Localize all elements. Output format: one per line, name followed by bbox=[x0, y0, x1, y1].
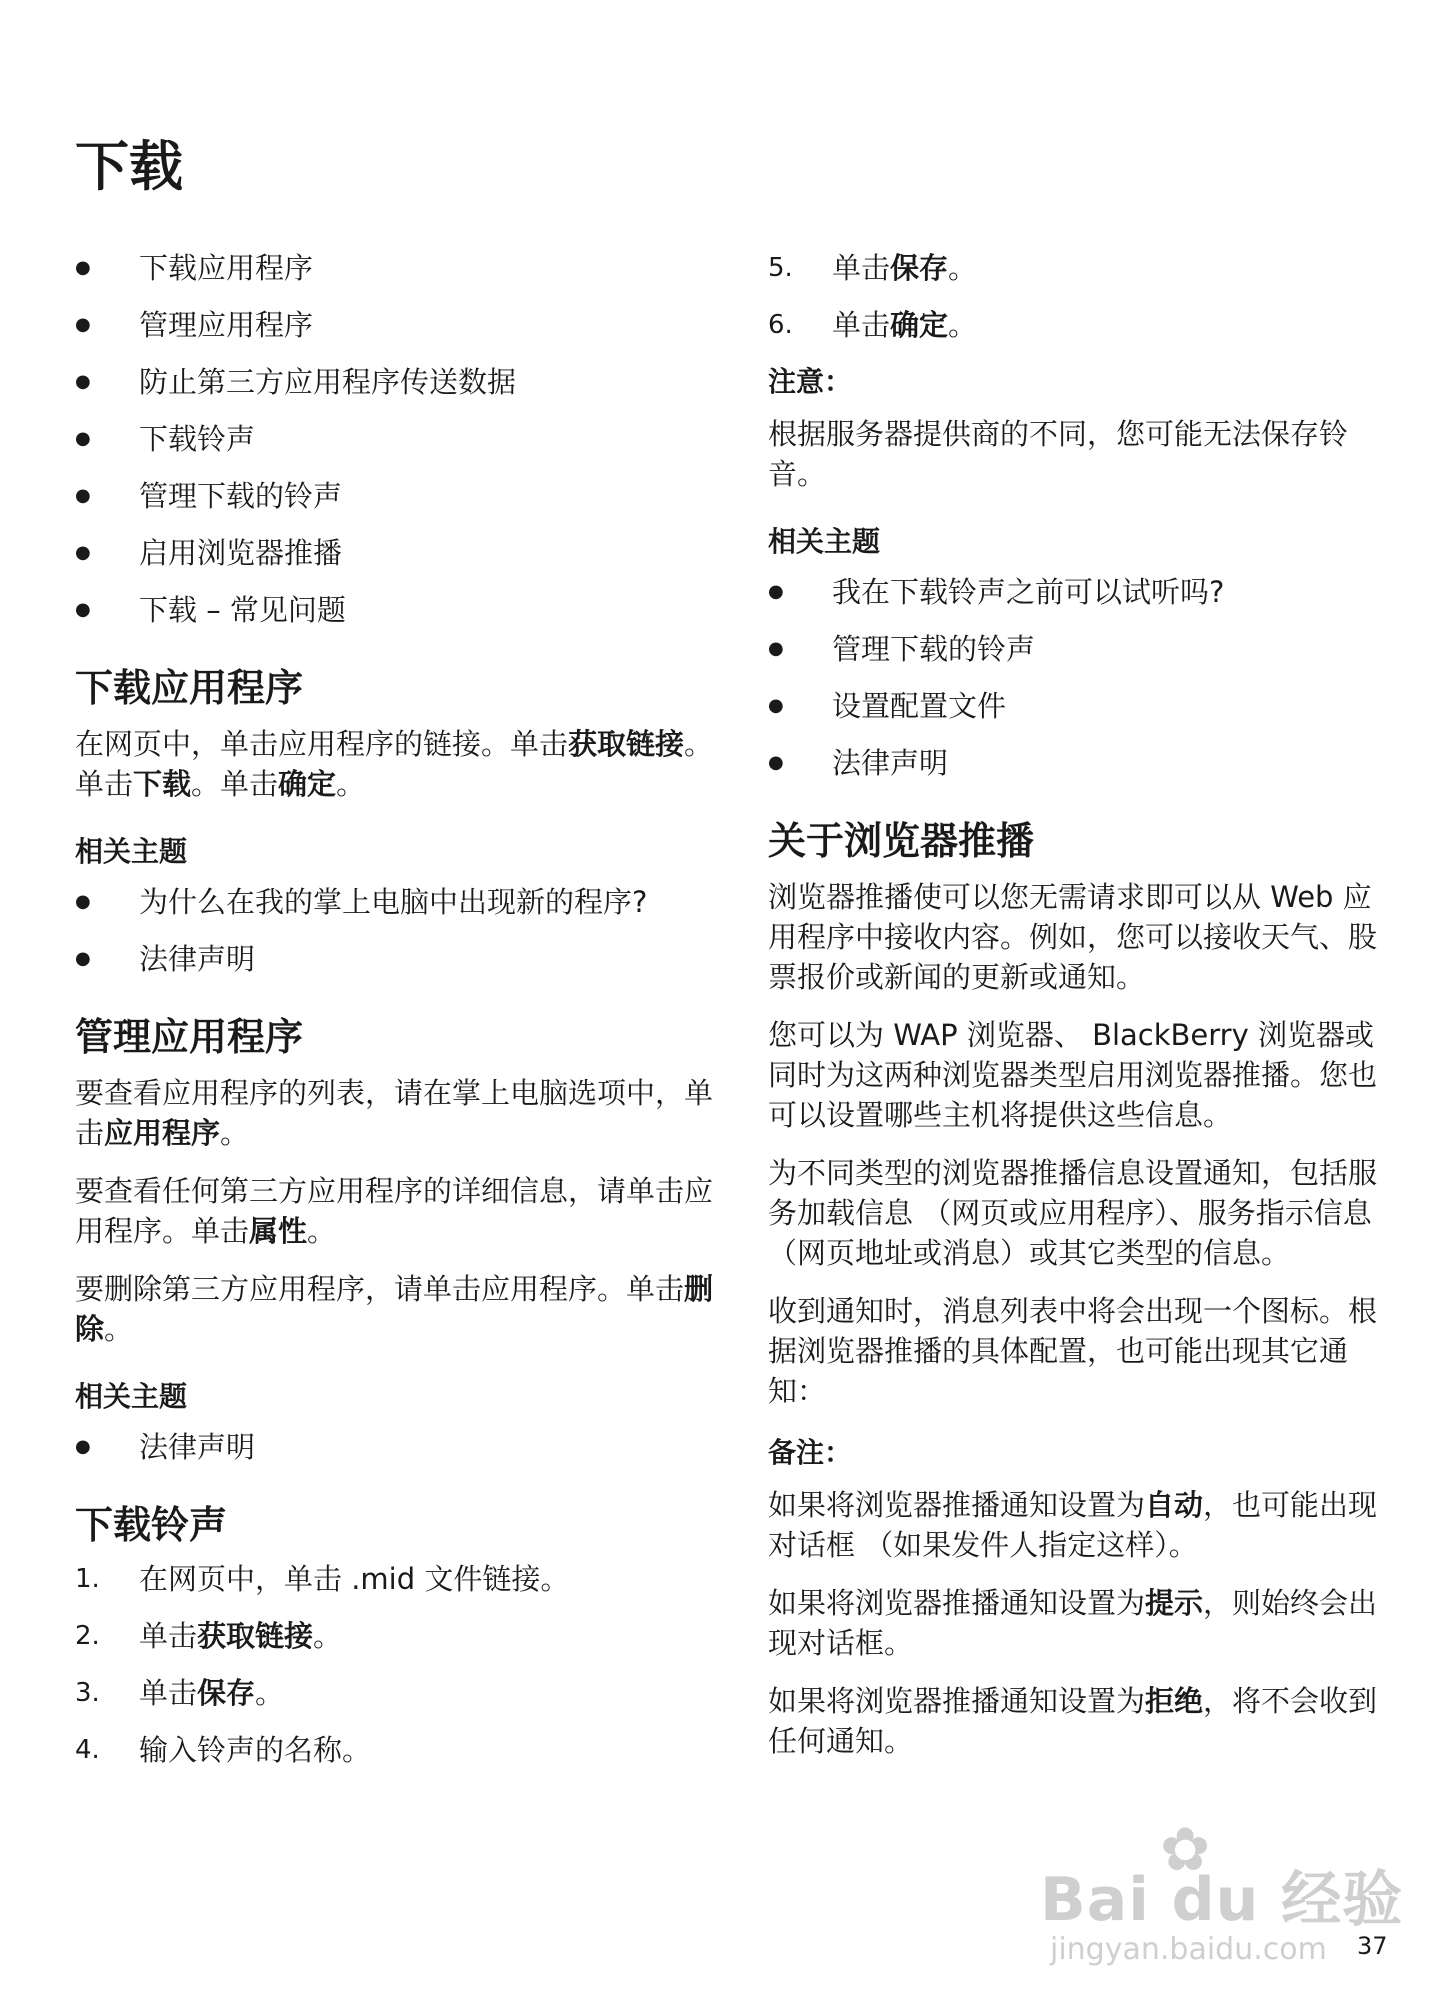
section-heading-download-apps: 下载应用程序 bbox=[75, 666, 304, 710]
related-topics-list bbox=[768, 574, 1398, 781]
watermark-logo: Bai du 经验 bbox=[1040, 1865, 1404, 1935]
step-item bbox=[75, 1618, 715, 1654]
step-number: 5. bbox=[768, 253, 793, 283]
related-topics-heading: 相关主题 bbox=[768, 525, 881, 558]
related-topic-link[interactable]: ● 设置配置文件 bbox=[768, 688, 1398, 724]
toc-item[interactable]: ● 防止第三方应用程序传送数据 bbox=[75, 364, 715, 400]
step-text: 在网页中，单击 .mid 文件链接。 bbox=[139, 1562, 570, 1596]
ui-term: 确定 bbox=[890, 308, 949, 342]
ui-term: 保存 bbox=[197, 1676, 256, 1710]
step-text: 输入铃声的名称。 bbox=[139, 1733, 372, 1767]
section-heading-ringtones: 下载铃声 bbox=[75, 1503, 228, 1547]
manage-apps-paragraph: 要查看任何第三方应用程序的详细信息，请单击应用程序。单击属性。 bbox=[75, 1174, 714, 1248]
toc-list bbox=[75, 250, 715, 628]
ringtone-steps bbox=[75, 1561, 715, 1768]
step-item bbox=[75, 1675, 715, 1711]
toc-item[interactable]: ● 下载 – 常见问题 bbox=[75, 592, 715, 628]
step-number: 6. bbox=[768, 310, 793, 340]
paw-icon: ✿ bbox=[1160, 1815, 1211, 1885]
push-paragraph: 收到通知时，消息列表中将会出现一个图标。根据浏览器推播的具体配置，也可能出现其它通知： bbox=[768, 1294, 1378, 1408]
related-topics-list bbox=[75, 1429, 715, 1465]
related-topic-link[interactable]: ● 我在下载铃声之前可以试听吗? bbox=[768, 574, 1398, 610]
page-title: 下载 bbox=[75, 135, 183, 198]
related-topics-heading: 相关主题 bbox=[75, 1380, 188, 1413]
related-topic-link[interactable]: ● 法律声明 bbox=[768, 745, 1398, 781]
toc-item[interactable]: ● 管理应用程序 bbox=[75, 307, 715, 343]
ui-term: 删除 bbox=[75, 1272, 714, 1346]
section-heading-manage-apps: 管理应用程序 bbox=[75, 1015, 304, 1059]
ui-term: 属性 bbox=[249, 1214, 308, 1248]
ui-term: 自动 bbox=[1145, 1488, 1204, 1522]
step-text: 单击确定。 bbox=[832, 308, 978, 342]
note-heading: 注意： bbox=[768, 365, 853, 398]
step-number: 1. bbox=[75, 1564, 100, 1594]
ui-term: 保存 bbox=[890, 251, 949, 285]
step-number: 2. bbox=[75, 1621, 100, 1651]
related-topic-link[interactable]: ● 法律声明 bbox=[75, 941, 715, 977]
right-column bbox=[768, 250, 1398, 1779]
ui-term: 应用程序 bbox=[104, 1116, 221, 1150]
manage-apps-paragraph: 要查看应用程序的列表，请在掌上电脑选项中，单击应用程序。 bbox=[75, 1076, 714, 1150]
push-paragraph: 您可以为 WAP 浏览器、 BlackBerry 浏览器或同时为这两种浏览器类型启用浏览器推播。您也可以设置哪些主机将提供这些信息。 bbox=[768, 1018, 1378, 1132]
remark-paragraph: 如果将浏览器推播通知设置为自动，也可能出现对话框 （如果发件人指定这样）。 bbox=[768, 1488, 1378, 1562]
related-topic-link[interactable]: ● 法律声明 bbox=[75, 1429, 715, 1465]
toc-item[interactable]: ● 启用浏览器推播 bbox=[75, 535, 715, 571]
ui-term: 获取链接 bbox=[197, 1619, 314, 1653]
step-item bbox=[768, 307, 1398, 343]
ui-term: 确定 bbox=[278, 767, 337, 801]
step-number: 4. bbox=[75, 1735, 100, 1765]
remark-heading: 备注： bbox=[768, 1436, 853, 1469]
manage-apps-paragraph: 要删除第三方应用程序，请单击应用程序。单击删除。 bbox=[75, 1272, 714, 1346]
related-topics-heading: 相关主题 bbox=[75, 835, 188, 868]
download-apps-body: 在网页中，单击应用程序的链接。单击获取链接。单击下载。单击确定。 bbox=[75, 727, 714, 801]
related-topic-link[interactable]: ● 为什么在我的掌上电脑中出现新的程序? bbox=[75, 884, 715, 920]
push-paragraph: 为不同类型的浏览器推播信息设置通知，包括服务加载信息 （网页或应用程序）、服务指示信息 （网页地址或消息）或其它类型的信息。 bbox=[768, 1156, 1378, 1270]
section-heading-browser-push: 关于浏览器推播 bbox=[768, 819, 1035, 863]
step-item bbox=[768, 250, 1398, 286]
watermark-url: jingyan.baidu.com bbox=[1050, 1932, 1327, 1967]
step-item bbox=[75, 1561, 715, 1597]
step-number: 3. bbox=[75, 1678, 100, 1708]
page-number: 37 bbox=[1357, 1932, 1388, 1960]
ui-term: 获取链接 bbox=[568, 727, 685, 761]
step-text: 单击获取链接。 bbox=[139, 1619, 343, 1653]
ringtone-steps-continued bbox=[768, 250, 1398, 343]
related-topic-link[interactable]: ● 管理下载的铃声 bbox=[768, 631, 1398, 667]
ui-term: 下载 bbox=[133, 767, 192, 801]
note-text: 根据服务器提供商的不同，您可能无法保存铃音。 bbox=[768, 417, 1349, 491]
toc-item[interactable]: ● 下载铃声 bbox=[75, 421, 715, 457]
ui-term: 拒绝 bbox=[1145, 1684, 1204, 1718]
related-topics-list bbox=[75, 884, 715, 977]
left-column bbox=[75, 250, 715, 1789]
push-paragraph: 浏览器推播使可以您无需请求即可以从 Web 应用程序中接收内容。例如，您可以接收天气、股票报价或新闻的更新或通知。 bbox=[768, 880, 1378, 994]
baidu-jingyan-watermark bbox=[1040, 1815, 1404, 1970]
ui-term: 提示 bbox=[1145, 1586, 1204, 1620]
step-text: 单击保存。 bbox=[139, 1676, 285, 1710]
toc-item[interactable]: ● 下载应用程序 bbox=[75, 250, 715, 286]
remark-paragraph: 如果将浏览器推播通知设置为拒绝，将不会收到任何通知。 bbox=[768, 1684, 1378, 1758]
step-item bbox=[75, 1732, 715, 1768]
step-text: 单击保存。 bbox=[832, 251, 978, 285]
remark-paragraph: 如果将浏览器推播通知设置为提示，则始终会出现对话框。 bbox=[768, 1586, 1378, 1660]
toc-item[interactable]: ● 管理下载的铃声 bbox=[75, 478, 715, 514]
